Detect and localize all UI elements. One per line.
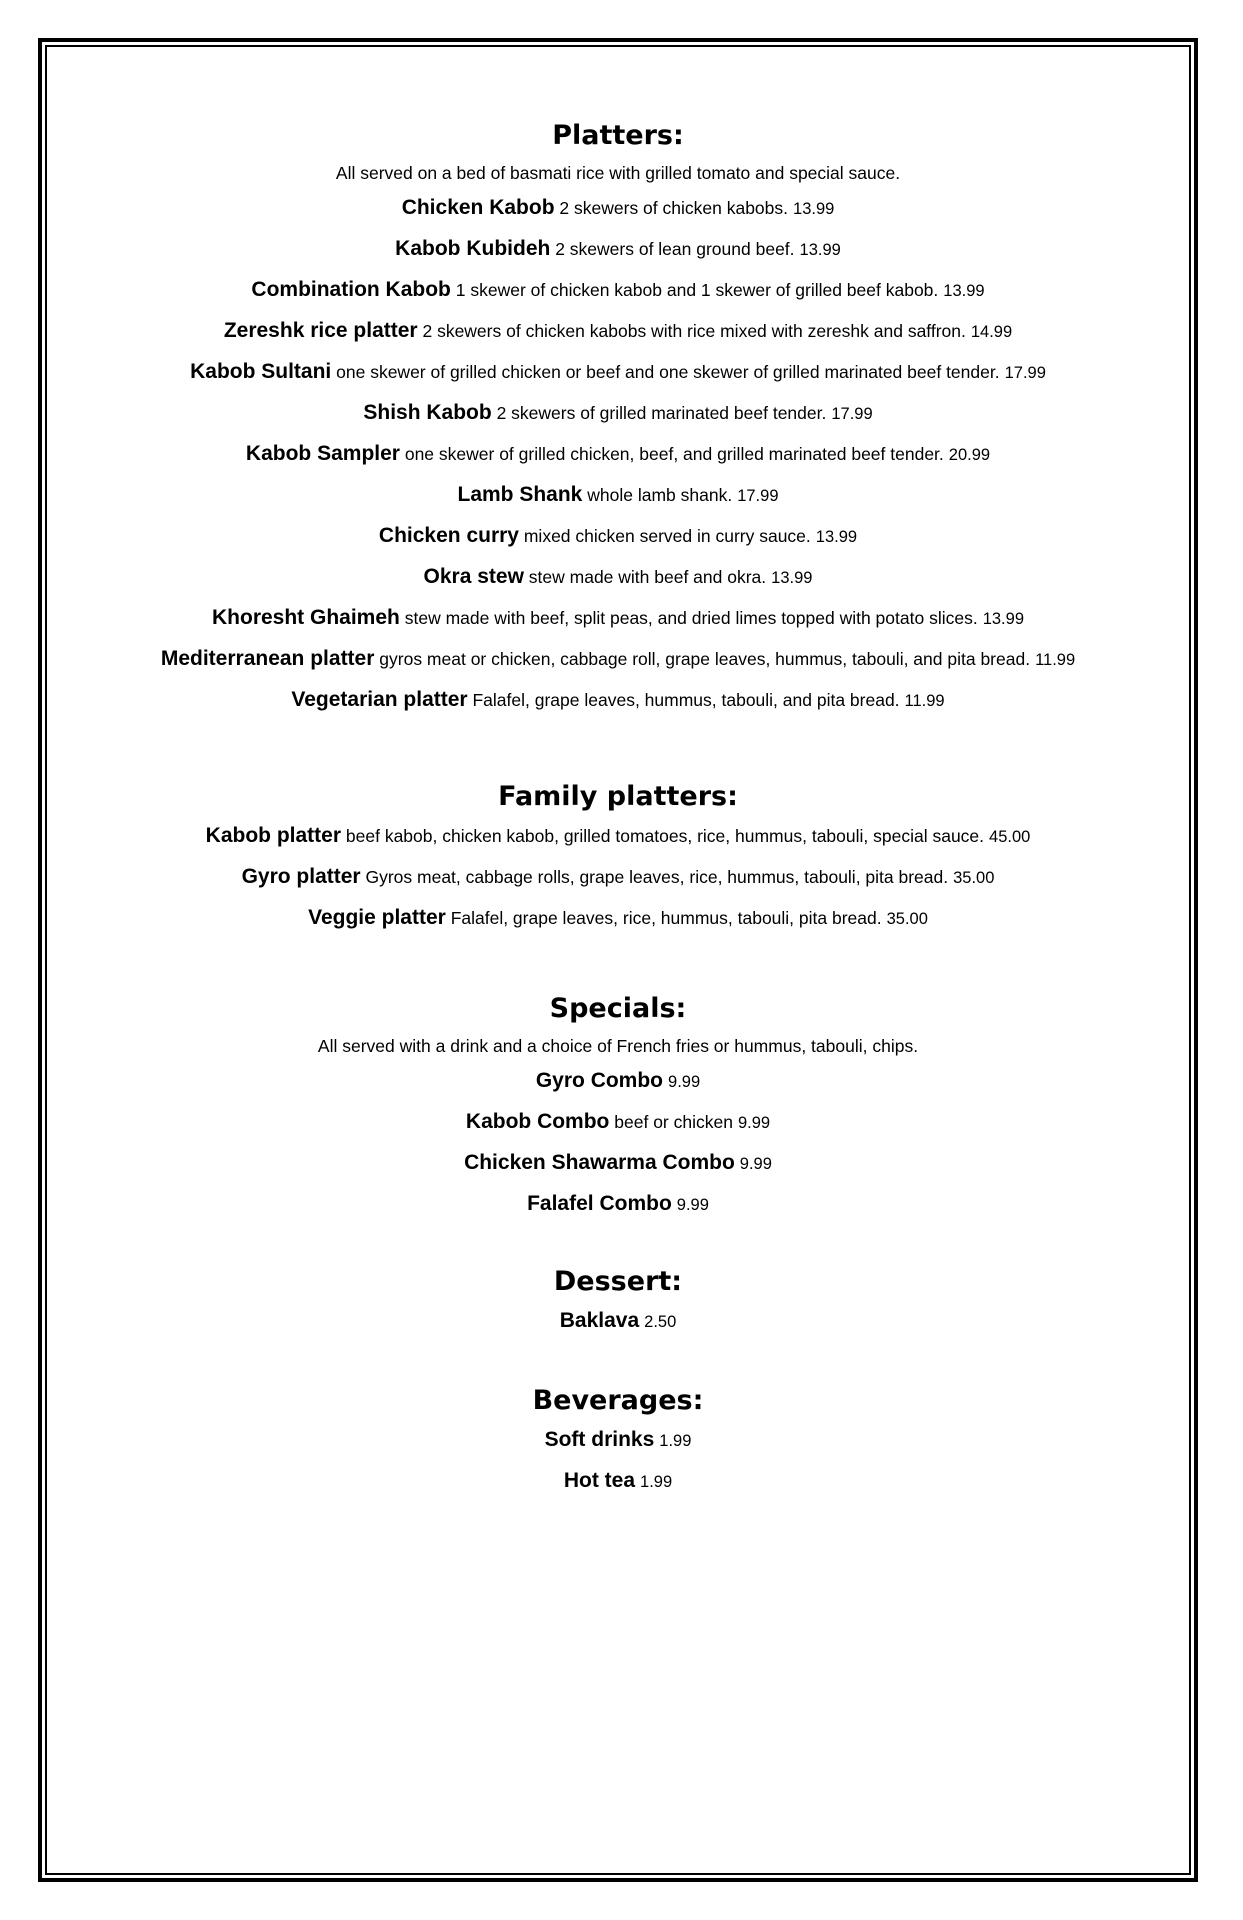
section-dessert	[49, 1264, 1187, 1335]
item-description: whole lamb shank.	[587, 485, 733, 505]
menu-item	[49, 236, 1187, 263]
item-name: Kabob platter	[205, 824, 342, 847]
item-price: 13.99	[771, 569, 813, 587]
item-name: Soft drinks	[544, 1428, 655, 1451]
menu-item	[49, 318, 1187, 345]
item-list	[49, 1068, 1187, 1218]
item-price: 9.99	[668, 1073, 701, 1091]
item-description: 2 skewers of grilled marinated beef tender.	[496, 403, 827, 423]
item-price: 45.00	[989, 828, 1031, 846]
menu-item	[49, 646, 1187, 673]
item-list	[49, 1308, 1187, 1335]
item-description: stew made with beef, split peas, and dried limes topped with potato slices.	[404, 608, 978, 628]
item-name: Baklava	[559, 1309, 640, 1332]
menu-item	[49, 1109, 1187, 1136]
item-name: Kabob Sampler	[245, 442, 400, 465]
item-price: 13.99	[815, 528, 858, 546]
item-name: Khoresht Ghaimeh	[212, 606, 400, 629]
menu-item	[49, 195, 1187, 222]
item-name: Kabob Kubideh	[395, 237, 551, 260]
item-description: Falafel, grape leaves, rice, hummus, tabouli, pita bread.	[450, 908, 882, 928]
menu-item	[49, 1308, 1187, 1335]
item-description: one skewer of grilled chicken, beef, and grilled marinated beef tender.	[404, 444, 944, 464]
menu-item	[49, 564, 1187, 591]
item-price: 13.99	[943, 282, 985, 300]
item-name: Chicken curry	[378, 524, 519, 547]
menu-item	[49, 1468, 1187, 1495]
item-description: 2 skewers of chicken kabobs with rice mixed with zereshk and saffron.	[422, 321, 966, 341]
item-name: Chicken Shawarma Combo	[464, 1151, 735, 1174]
menu-item	[49, 1191, 1187, 1218]
item-name: Hot tea	[563, 1469, 636, 1492]
menu-item	[49, 441, 1187, 468]
item-list	[49, 823, 1187, 932]
menu-item	[49, 864, 1187, 891]
menu-item	[49, 905, 1187, 932]
item-description: one skewer of grilled chicken or beef and one skewer of grilled marinated beef tender.	[336, 362, 1000, 382]
item-description: beef kabob, chicken kabob, grilled tomatoes, rice, hummus, tabouli, special sauce.	[345, 826, 985, 846]
section-note: All served with a drink and a choice of French fries or hummus, tabouli, chips.	[317, 1036, 919, 1056]
item-price: 11.99	[1035, 651, 1076, 669]
item-description: beef or chicken	[614, 1112, 733, 1132]
item-price: 13.99	[793, 200, 835, 218]
item-description: 1 skewer of chicken kabob and 1 skewer of grilled beef kabob.	[455, 280, 939, 300]
item-price: 9.99	[676, 1196, 709, 1214]
menu-item	[49, 1427, 1187, 1454]
item-price: 17.99	[831, 405, 873, 423]
menu-item	[49, 823, 1187, 850]
menu-item	[49, 1068, 1187, 1095]
menu-item	[49, 687, 1187, 714]
item-description: Gyros meat, cabbage rolls, grape leaves, rice, hummus, tabouli, pita bread.	[365, 867, 949, 887]
item-price: 17.99	[1004, 364, 1046, 382]
menu-item	[49, 400, 1187, 427]
section-title: Dessert:	[553, 1266, 683, 1297]
menu-item	[49, 277, 1187, 304]
item-name: Kabob Sultani	[190, 360, 332, 383]
item-name: Falafel Combo	[527, 1192, 672, 1215]
item-name: Mediterranean platter	[160, 647, 375, 670]
item-price: 11.99	[904, 692, 945, 710]
section-title: Platters:	[552, 120, 684, 151]
item-list	[49, 195, 1187, 714]
section-family-platters	[49, 779, 1187, 932]
menu-item	[49, 523, 1187, 550]
item-price: 13.99	[799, 241, 841, 259]
section-note: All served on a bed of basmati rice with grilled tomato and special sauce.	[335, 163, 901, 183]
item-description: 2 skewers of lean ground beef.	[555, 239, 795, 259]
section-specials	[49, 991, 1187, 1218]
section-platters	[49, 118, 1187, 714]
item-name: Shish Kabob	[363, 401, 492, 424]
item-price: 1.99	[640, 1473, 673, 1491]
item-name: Lamb Shank	[457, 483, 583, 506]
item-price: 13.99	[982, 610, 1024, 628]
item-name: Kabob Combo	[465, 1110, 610, 1133]
item-price: 9.99	[737, 1114, 771, 1132]
item-price: 20.99	[948, 446, 991, 464]
menu-content	[49, 118, 1187, 1509]
item-description: stew made with beef and okra.	[528, 567, 767, 587]
item-name: Zereshk rice platter	[223, 319, 418, 342]
section-title: Beverages:	[532, 1385, 704, 1416]
section-title: Family platters:	[498, 781, 738, 812]
item-name: Gyro Combo	[535, 1069, 664, 1092]
item-description: Falafel, grape leaves, hummus, tabouli, and pita bread.	[472, 690, 900, 710]
menu-item	[49, 605, 1187, 632]
section-title: Specials:	[549, 993, 687, 1024]
item-price: 1.99	[659, 1432, 692, 1450]
item-price: 17.99	[737, 487, 779, 505]
menu-item	[49, 482, 1187, 509]
item-name: Gyro platter	[241, 865, 361, 888]
item-price: 2.50	[644, 1313, 677, 1331]
item-name: Veggie platter	[308, 906, 446, 929]
item-price: 9.99	[739, 1155, 772, 1173]
menu-item	[49, 359, 1187, 386]
item-price: 14.99	[970, 323, 1013, 341]
item-price: 35.00	[886, 910, 928, 928]
section-beverages	[49, 1383, 1187, 1495]
item-name: Vegetarian platter	[291, 688, 468, 711]
item-list	[49, 1427, 1187, 1495]
item-description: 2 skewers of chicken kabobs.	[559, 198, 789, 218]
menu-item	[49, 1150, 1187, 1177]
item-name: Okra stew	[423, 565, 524, 588]
item-description: mixed chicken served in curry sauce.	[523, 526, 811, 546]
item-description: gyros meat or chicken, cabbage roll, grape leaves, hummus, tabouli, and pita bread.	[379, 649, 1031, 669]
item-name: Combination Kabob	[251, 278, 451, 301]
item-name: Chicken Kabob	[401, 196, 555, 219]
item-price: 35.00	[953, 869, 995, 887]
